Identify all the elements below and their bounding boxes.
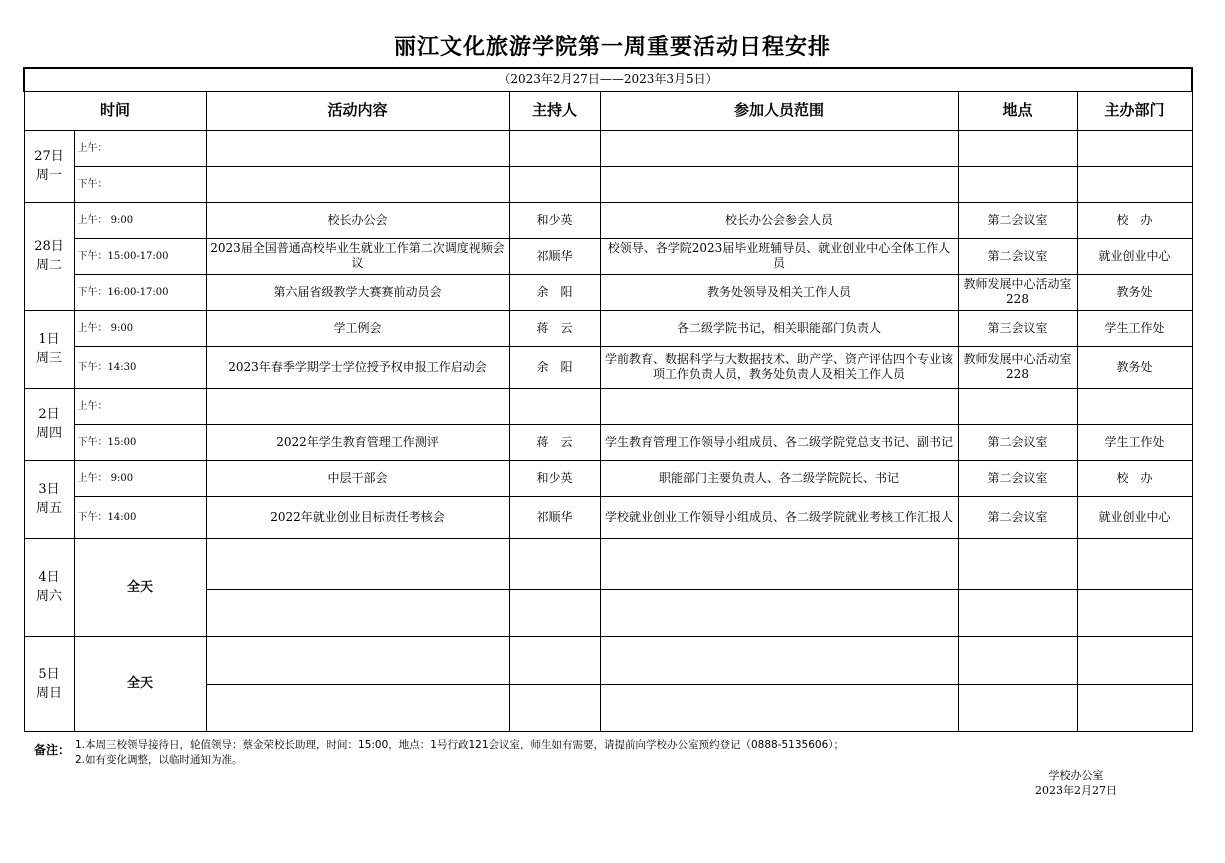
- empty-cell: [958, 538, 1077, 589]
- empty-cell: [600, 636, 958, 684]
- content-cell: 第六届省级教学大赛赛前动员会: [206, 274, 509, 310]
- participants-cell: 学校就业创业工作领导小组成员、各二级学院就业考核工作汇报人: [600, 496, 958, 538]
- empty-cell: [1077, 538, 1192, 589]
- host-cell: 余 阳: [509, 274, 600, 310]
- host-cell: [509, 130, 600, 166]
- table-row: [24, 274, 1192, 310]
- day-date: 3日: [38, 482, 60, 497]
- location-cell: 第二会议室: [958, 496, 1077, 538]
- signature-date: 2023年2月27日: [1035, 784, 1117, 797]
- notes-label: 备注：: [34, 743, 71, 757]
- location-cell: 第三会议室: [958, 310, 1077, 346]
- time-cell: 下午：15:00-17:00: [74, 238, 206, 274]
- day-weekday: 周日: [35, 685, 62, 701]
- time-cell: 上午： 9:00: [74, 202, 206, 238]
- time-cell: 上午： 9:00: [74, 460, 206, 496]
- dept-cell: 校 办: [1077, 460, 1192, 496]
- day-date: 2日: [38, 407, 60, 422]
- day-weekday: 周六: [35, 589, 62, 604]
- table-row: [24, 496, 1192, 538]
- content-cell: [206, 130, 509, 166]
- host-cell: 蒋 云: [509, 424, 600, 460]
- content-cell: 2022年就业创业目标责任考核会: [206, 496, 509, 538]
- empty-cell: [206, 684, 509, 731]
- day-cell: [24, 460, 74, 538]
- participants-cell: 教务处领导及相关工作人员: [600, 274, 958, 310]
- header-participants: 参加人员范围: [600, 91, 958, 130]
- empty-cell: [1077, 684, 1192, 731]
- dept-cell: 学生工作处: [1077, 310, 1192, 346]
- host-cell: 和少英: [509, 460, 600, 496]
- table-row: [24, 202, 1192, 238]
- dept-cell: 就业创业中心: [1077, 238, 1192, 274]
- empty-cell: [206, 636, 509, 684]
- host-cell: 和少英: [509, 202, 600, 238]
- header-row: [24, 91, 1192, 130]
- table-row: [24, 538, 1192, 589]
- note-line: 2.如有变化调整，以临时通知为准。: [75, 754, 243, 766]
- location-cell: [958, 130, 1077, 166]
- day-date: 27日: [34, 149, 64, 164]
- participants-cell: [600, 130, 958, 166]
- host-cell: 祁顺华: [509, 238, 600, 274]
- table-row: [24, 388, 1192, 424]
- day-cell: [24, 538, 74, 636]
- location-cell: [958, 166, 1077, 202]
- dept-cell: 教务处: [1077, 274, 1192, 310]
- signature-office: 学校办公室: [1048, 769, 1104, 782]
- participants-cell: [600, 166, 958, 202]
- dept-cell: [1077, 130, 1192, 166]
- location-cell: [958, 388, 1077, 424]
- empty-cell: [958, 684, 1077, 731]
- day-cell: [24, 636, 74, 731]
- host-cell: [509, 166, 600, 202]
- participants-cell: 学生教育管理工作领导小组成员、各二级学院党总支书记、副书记: [600, 424, 958, 460]
- day-cell: [24, 130, 74, 202]
- schedule-body: [24, 68, 1192, 731]
- empty-cell: [958, 589, 1077, 636]
- content-cell: 学工例会: [206, 310, 509, 346]
- content-cell: 校长办公会: [206, 202, 509, 238]
- day-weekday: 周一: [35, 168, 62, 183]
- time-cell: 上午：: [74, 130, 206, 166]
- empty-cell: [600, 684, 958, 731]
- header-dept: 主办部门: [1077, 91, 1192, 130]
- time-cell: 上午：: [74, 388, 206, 424]
- page-title: 丽江文化旅游学院第一周重要活动日程安排: [393, 34, 831, 60]
- allday-cell: 全天: [74, 636, 206, 731]
- table-row: [24, 460, 1192, 496]
- day-weekday: 周二: [35, 258, 62, 273]
- content-cell: 2022年学生教育管理工作测评: [206, 424, 509, 460]
- content-cell: 2023年春季学期学士学位授予权申报工作启动会: [206, 346, 509, 388]
- location-cell: 第二会议室: [958, 424, 1077, 460]
- day-cell: [24, 388, 74, 460]
- dept-cell: 教务处: [1077, 346, 1192, 388]
- date-range-row: [24, 68, 1192, 91]
- location-cell: 第二会议室: [958, 238, 1077, 274]
- day-weekday: 周四: [35, 426, 62, 441]
- empty-cell: [1077, 589, 1192, 636]
- empty-cell: [206, 589, 509, 636]
- header-time: 时间: [24, 91, 206, 130]
- day-weekday: 周五: [35, 501, 62, 516]
- time-cell: 下午：14:00: [74, 496, 206, 538]
- content-cell: [206, 388, 509, 424]
- empty-cell: [1077, 636, 1192, 684]
- table-row: [24, 166, 1192, 202]
- date-range: （2023年2月27日——2023年3月5日）: [24, 68, 1192, 91]
- host-cell: 祁顺华: [509, 496, 600, 538]
- signature: [1035, 768, 1117, 798]
- note-line: 1.本周三校领导接待日，轮值领导：蔡金荣校长助理，时间：15:00，地点：1号行政121会议室，师生如有需要，请提前向学校办公室预约登记（0888-5135606）；: [75, 739, 845, 751]
- participants-cell: [600, 388, 958, 424]
- table-row: [24, 310, 1192, 346]
- host-cell: 蒋 云: [509, 310, 600, 346]
- day-date: 1日: [38, 332, 60, 347]
- empty-cell: [958, 636, 1077, 684]
- day-weekday: 周三: [35, 351, 62, 366]
- time-cell: 下午：16:00-17:00: [74, 274, 206, 310]
- table-row: [24, 346, 1192, 388]
- participants-cell: 学前教育、数据科学与大数据技术、助产学、资产评估四个专业该项工作负责人员，教务处负责人及相关工作人员: [600, 346, 958, 388]
- location-cell: 教师发展中心活动室228: [958, 346, 1077, 388]
- empty-cell: [600, 589, 958, 636]
- participants-cell: 各二级学院书记，相关职能部门负责人: [600, 310, 958, 346]
- dept-cell: 校 办: [1077, 202, 1192, 238]
- content-cell: 2023届全国普通高校毕业生就业工作第二次调度视频会议: [206, 238, 509, 274]
- notes-body: [75, 738, 975, 768]
- day-date: 4日: [38, 570, 60, 585]
- empty-cell: [509, 684, 600, 731]
- table-row: [24, 636, 1192, 684]
- location-cell: 第二会议室: [958, 460, 1077, 496]
- header-host: 主持人: [509, 91, 600, 130]
- participants-cell: 校长办公会参会人员: [600, 202, 958, 238]
- day-cell: [24, 202, 74, 310]
- day-cell: [24, 310, 74, 388]
- header-content: 活动内容: [206, 91, 509, 130]
- host-cell: [509, 388, 600, 424]
- day-date: 5日: [38, 666, 60, 682]
- empty-cell: [600, 538, 958, 589]
- allday-cell: 全天: [74, 538, 206, 636]
- header-location: 地点: [958, 91, 1077, 130]
- empty-cell: [509, 636, 600, 684]
- empty-cell: [509, 538, 600, 589]
- dept-cell: [1077, 166, 1192, 202]
- location-cell: 教师发展中心活动室228: [958, 274, 1077, 310]
- host-cell: 余 阳: [509, 346, 600, 388]
- content-cell: [206, 166, 509, 202]
- empty-cell: [509, 589, 600, 636]
- participants-cell: 职能部门主要负责人、各二级学院院长、书记: [600, 460, 958, 496]
- empty-cell: [206, 538, 509, 589]
- dept-cell: [1077, 388, 1192, 424]
- table-row: [24, 238, 1192, 274]
- location-cell: 第二会议室: [958, 202, 1077, 238]
- dept-cell: 就业创业中心: [1077, 496, 1192, 538]
- table-row: [24, 130, 1192, 166]
- schedule-table: [23, 67, 1193, 732]
- time-cell: 上午： 9:00: [74, 310, 206, 346]
- participants-cell: 校领导、各学院2023届毕业班辅导员、就业创业中心全体工作人员: [600, 238, 958, 274]
- time-cell: 下午：15:00: [74, 424, 206, 460]
- time-cell: 下午：14:30: [74, 346, 206, 388]
- content-cell: 中层干部会: [206, 460, 509, 496]
- dept-cell: 学生工作处: [1077, 424, 1192, 460]
- day-date: 28日: [34, 239, 64, 254]
- table-row: [24, 424, 1192, 460]
- time-cell: 下午：: [74, 166, 206, 202]
